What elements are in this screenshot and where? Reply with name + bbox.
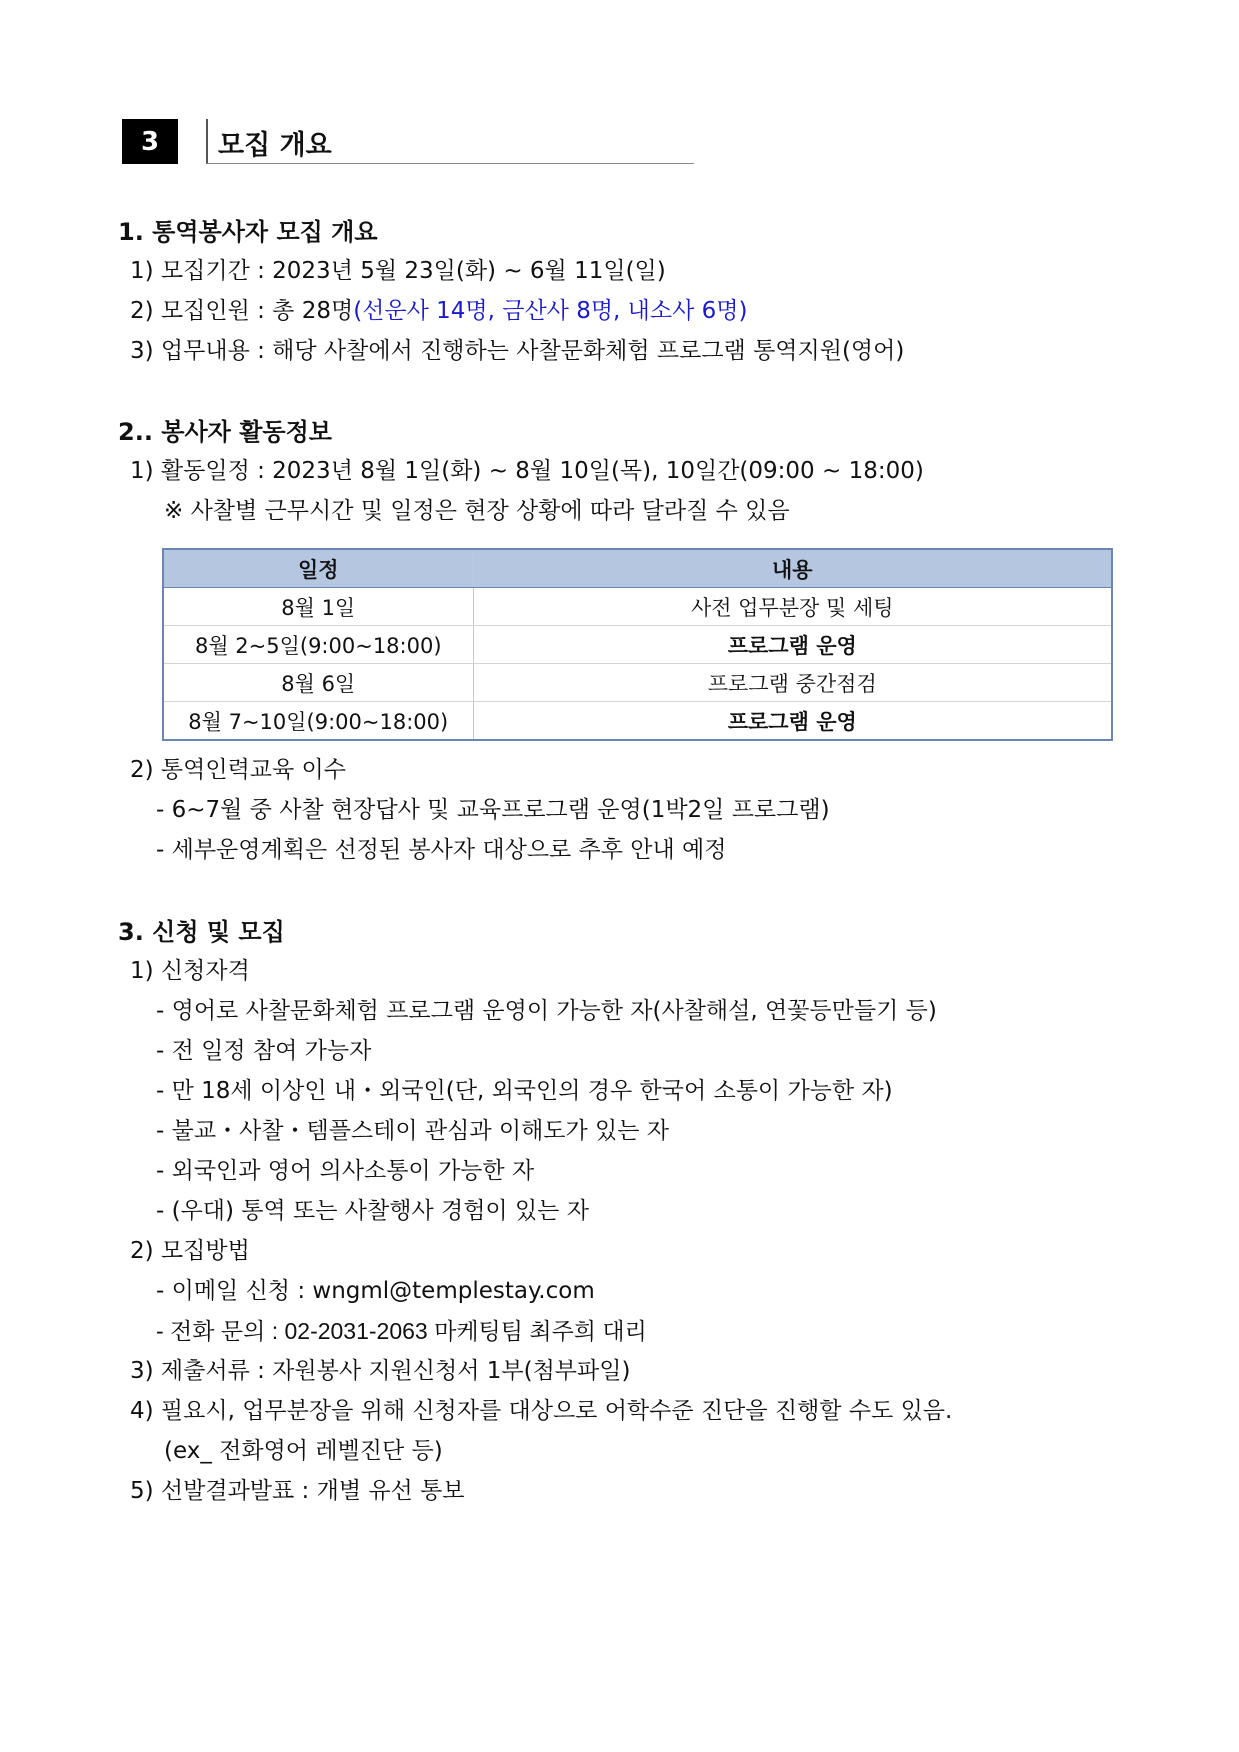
qualification-item: - 불교・사찰・템플스테이 관심과 이해도가 있는 자	[156, 1118, 669, 1144]
qualification-title: 1) 신청자격	[130, 958, 250, 984]
part1-heading: 1. 통역봉사자 모집 개요	[118, 218, 378, 246]
table-cell-date: 8월 6일	[163, 664, 473, 702]
table-row	[163, 588, 1112, 626]
section-header	[122, 119, 694, 164]
recruit-period: 1) 모집기간 : 2023년 5월 23일(화) ~ 6월 11일(일)	[130, 258, 666, 284]
education-item: - 6~7월 중 사찰 현장답사 및 교육프로그램 운영(1박2일 프로그램)	[156, 797, 830, 823]
part2-heading: 2.. 봉사자 활동정보	[118, 418, 332, 446]
table-cell-date: 8월 7~10일(9:00~18:00)	[163, 702, 473, 741]
recruit-count-total: 2) 모집인원 : 총 28명	[130, 298, 354, 324]
table-header-date: 일정	[163, 549, 473, 588]
table-cell-content: 사전 업무분장 및 세팅	[473, 588, 1112, 626]
qualification-item: - 만 18세 이상인 내・외국인(단, 외국인의 경우 한국어 소통이 가능한 자)	[156, 1078, 893, 1104]
email-application: - 이메일 신청 : wngml@templestay.com	[156, 1278, 595, 1304]
recruit-count-breakdown: (선운사 14명, 금산사 8명, 내소사 6명)	[353, 298, 748, 324]
table-header-content: 내용	[473, 549, 1112, 588]
education-item: - 세부운영계획은 선정된 봉사자 대상으로 추후 안내 예정	[156, 837, 727, 863]
table-row	[163, 702, 1112, 741]
method-title: 2) 모집방법	[130, 1238, 250, 1264]
table-row	[163, 626, 1112, 664]
table-row	[163, 664, 1112, 702]
section-number: 3	[122, 119, 178, 164]
part3-heading: 3. 신청 및 모집	[118, 918, 285, 946]
education-title: 2) 통역인력교육 이수	[130, 757, 346, 783]
table-cell-content: 프로그램 운영	[473, 702, 1112, 741]
qualification-item: - 외국인과 영어 의사소통이 가능한 자	[156, 1158, 535, 1184]
table-header-row	[163, 549, 1112, 588]
language-assessment: 4) 필요시, 업무분장을 위해 신청자를 대상으로 어학수준 진단을 진행할 수도 있음.	[130, 1398, 953, 1424]
required-documents: 3) 제출서류 : 자원봉사 지원신청서 1부(첨부파일)	[130, 1358, 631, 1384]
phone-inquiry: - 전화 문의 : 02-2031-2063 마케팅팀 최주희 대리	[156, 1318, 647, 1344]
table-cell-date: 8월 2~5일(9:00~18:00)	[163, 626, 473, 664]
section-title: 모집 개요	[218, 130, 332, 161]
schedule-table	[162, 548, 1113, 741]
qualification-item: - 전 일정 참여 가능자	[156, 1038, 372, 1064]
qualification-item: - (우대) 통역 또는 사찰행사 경험이 있는 자	[156, 1198, 589, 1224]
job-description: 3) 업무내용 : 해당 사찰에서 진행하는 사찰문화체험 프로그램 통역지원(영어)	[130, 338, 905, 364]
language-assessment-example: (ex_ 전화영어 레벨진단 등)	[164, 1438, 443, 1464]
section-title-box	[206, 119, 694, 164]
schedule-note: ※ 사찰별 근무시간 및 일정은 현장 상황에 따라 달라질 수 있음	[164, 498, 790, 524]
table-cell-content: 프로그램 중간점검	[473, 664, 1112, 702]
activity-schedule: 1) 활동일정 : 2023년 8월 1일(화) ~ 8월 10일(목), 10일간(09:00 ~ 18:00)	[130, 458, 924, 484]
table-cell-date: 8월 1일	[163, 588, 473, 626]
qualification-item: - 영어로 사찰문화체험 프로그램 운영이 가능한 자(사찰해설, 연꽃등만들기 등)	[156, 998, 937, 1024]
table-cell-content: 프로그램 운영	[473, 626, 1112, 664]
result-announcement: 5) 선발결과발표 : 개별 유선 통보	[130, 1478, 465, 1504]
recruit-count	[130, 298, 747, 326]
